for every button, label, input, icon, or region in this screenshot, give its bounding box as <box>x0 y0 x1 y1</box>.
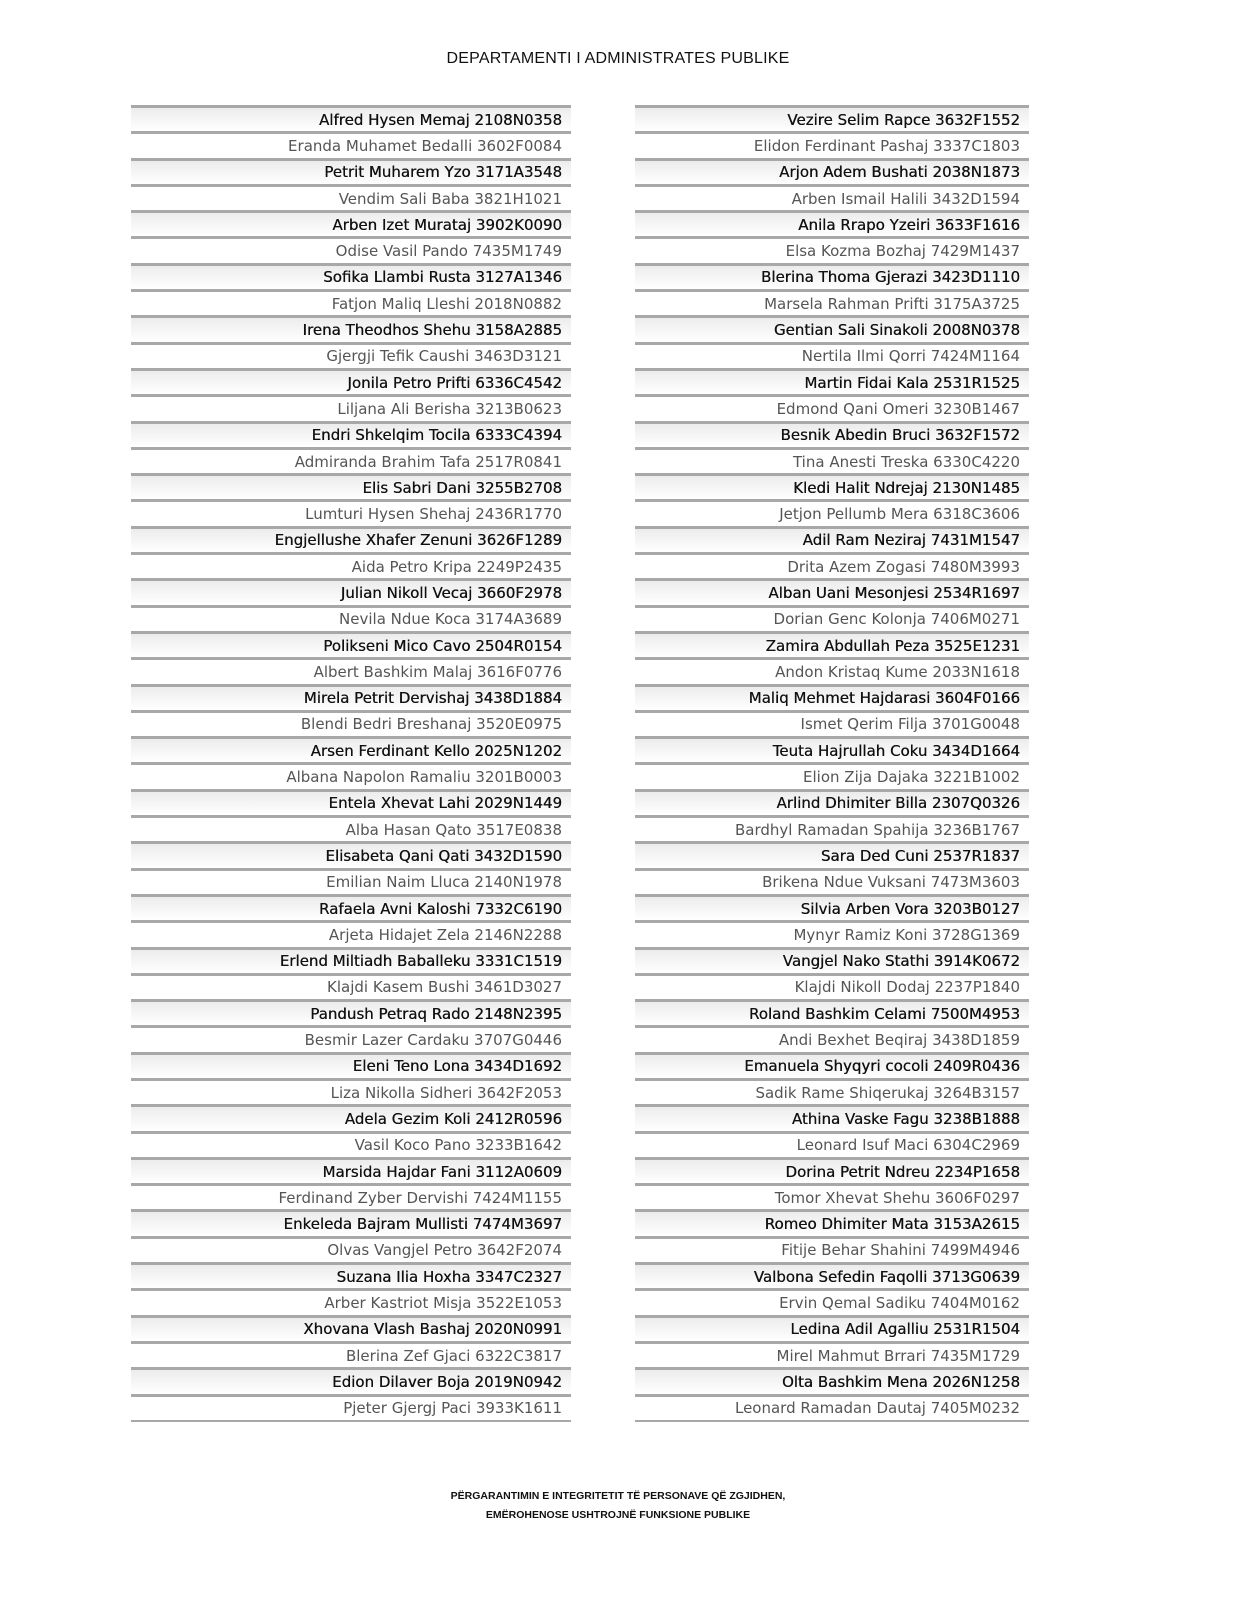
footer-line-2: EMËROHENOSE USHTROJNË FUNKSIONE PUBLIKE <box>485 1509 751 1521</box>
left-list-row <box>131 1236 571 1262</box>
person-entry: Suzana Ilia Hoxha 3347C2327 <box>336 1267 562 1286</box>
person-entry: Alfred Hysen Memaj 2108N0358 <box>318 110 562 129</box>
person-entry: Alban Uani Mesonjesi 2534R1697 <box>768 583 1020 602</box>
person-entry: Valbona Sefedin Faqolli 3713G0639 <box>753 1267 1020 1286</box>
right-list-row <box>635 578 1029 604</box>
left-list-bottom-rule <box>131 1420 571 1422</box>
person-entry: Leonard Isuf Maci 6304C2969 <box>796 1136 1020 1155</box>
person-entry: Albana Napolon Ramaliu 3201B0003 <box>286 768 562 787</box>
person-entry: Arjeta Hidajet Zela 2146N2288 <box>328 925 562 944</box>
person-entry: Liljana Ali Berisha 3213B0623 <box>337 399 562 418</box>
person-entry: Drita Azem Zogasi 7480M3993 <box>787 557 1020 576</box>
left-list-row <box>131 973 571 999</box>
person-entry: Mirela Petrit Dervishaj 3438D1884 <box>303 689 562 708</box>
right-list-row <box>635 184 1029 210</box>
person-entry: Vasil Koco Pano 3233B1642 <box>354 1136 562 1155</box>
right-list-row <box>635 631 1029 657</box>
right-list-row <box>635 605 1029 631</box>
right-list-row <box>635 1078 1029 1104</box>
person-entry: Sofika Llambi Rusta 3127A1346 <box>323 268 562 287</box>
person-entry: Nertila Ilmi Qorri 7424M1164 <box>801 347 1020 366</box>
person-entry: Xhovana Vlash Bashaj 2020N0991 <box>303 1320 562 1339</box>
person-entry: Elion Zija Dajaka 3221B1002 <box>803 768 1020 787</box>
person-entry: Irena Theodhos Shehu 3158A2885 <box>302 321 562 340</box>
left-list-row <box>131 499 571 525</box>
person-entry: Arlind Dhimiter Billa 2307Q0326 <box>776 794 1020 813</box>
person-entry: Romeo Dhimiter Mata 3153A2615 <box>764 1215 1020 1234</box>
left-list-row <box>131 947 571 973</box>
person-entry: Polikseni Mico Cavo 2504R0154 <box>323 636 562 655</box>
person-entry: Petrit Muharem Yzo 3171A3548 <box>324 163 562 182</box>
right-list-row <box>635 1367 1029 1393</box>
person-entry: Emilian Naim Lluca 2140N1978 <box>326 873 562 892</box>
right-list-row <box>635 1262 1029 1288</box>
left-list-row <box>131 631 571 657</box>
left-list-row <box>131 1131 571 1157</box>
left-list-row <box>131 236 571 262</box>
right-list-row <box>635 1157 1029 1183</box>
person-entry: Ledina Adil Agalliu 2531R1504 <box>790 1320 1020 1339</box>
person-entry: Adela Gezim Koli 2412R0596 <box>344 1109 562 1128</box>
right-list-row <box>635 736 1029 762</box>
person-entry: Eleni Teno Lona 3434D1692 <box>352 1057 562 1076</box>
person-entry: Arben Izet Murataj 3902K0090 <box>332 215 562 234</box>
left-list-row <box>131 263 571 289</box>
right-list-row <box>635 1236 1029 1262</box>
left-list-row <box>131 1025 571 1051</box>
left-list-row <box>131 210 571 236</box>
right-list-row <box>635 1288 1029 1314</box>
person-entry: Athina Vaske Fagu 3238B1888 <box>791 1109 1020 1128</box>
left-list-row <box>131 342 571 368</box>
left-list-row <box>131 578 571 604</box>
left-list-row <box>131 684 571 710</box>
person-entry: Gentian Sali Sinakoli 2008N0378 <box>773 321 1020 340</box>
left-list-row <box>131 394 571 420</box>
left-list-row <box>131 710 571 736</box>
person-entry: Maliq Mehmet Hajdarasi 3604F0166 <box>748 689 1020 708</box>
person-entry: Klajdi Nikoll Dodaj 2237P1840 <box>794 978 1020 997</box>
left-list-row <box>131 105 571 131</box>
right-list-row <box>635 1183 1029 1209</box>
person-entry: Gjergji Tefik Caushi 3463D3121 <box>326 347 562 366</box>
left-list-row <box>131 736 571 762</box>
person-entry: Mynyr Ramiz Koni 3728G1369 <box>793 925 1020 944</box>
person-entry: Sadik Rame Shiqerukaj 3264B3157 <box>755 1083 1020 1102</box>
page-title: DEPARTAMENTI I ADMINISTRATES PUBLIKE <box>446 50 790 67</box>
person-entry: Lumturi Hysen Shehaj 2436R1770 <box>305 505 562 524</box>
person-entry: Elis Sabri Dani 3255B2708 <box>362 478 562 497</box>
footer-line-1: PËRGARANTIMIN E INTEGRITETIT TË PERSONAVE QË ZGJIDHEN, <box>450 1490 786 1502</box>
right-list-row <box>635 973 1029 999</box>
right-list-row <box>635 236 1029 262</box>
person-entry: Engjellushe Xhafer Zenuni 3626F1289 <box>274 531 562 550</box>
left-list-row <box>131 526 571 552</box>
person-entry: Fatjon Maliq Lleshi 2018N0882 <box>331 294 562 313</box>
left-list-row <box>131 184 571 210</box>
right-list-row <box>635 342 1029 368</box>
person-entry: Blendi Bedri Breshanaj 3520E0975 <box>300 715 562 734</box>
right-list-row <box>635 894 1029 920</box>
left-list-row <box>131 999 571 1025</box>
left-list-row <box>131 841 571 867</box>
left-list-row <box>131 894 571 920</box>
left-list-row <box>131 789 571 815</box>
person-entry: Liza Nikolla Sidheri 3642F2053 <box>330 1083 562 1102</box>
left-list-row <box>131 289 571 315</box>
right-list-row <box>635 1209 1029 1235</box>
person-entry: Blerina Zef Gjaci 6322C3817 <box>345 1346 562 1365</box>
person-entry: Emanuela Shyqyri cocoli 2409R0436 <box>744 1057 1020 1076</box>
right-list-row <box>635 815 1029 841</box>
left-list-row <box>131 552 571 578</box>
left-list-row <box>131 868 571 894</box>
person-entry: Elsa Kozma Bozhaj 7429M1437 <box>785 242 1020 261</box>
person-entry: Vezire Selim Rapce 3632F1552 <box>787 110 1020 129</box>
person-entry: Blerina Thoma Gjerazi 3423D1110 <box>761 268 1020 287</box>
person-entry: Arsen Ferdinant Kello 2025N1202 <box>310 741 562 760</box>
right-list-row <box>635 710 1029 736</box>
right-list-row <box>635 1131 1029 1157</box>
person-entry: Dorian Genc Kolonja 7406M0271 <box>773 610 1020 629</box>
person-entry: Ervin Qemal Sadiku 7404M0162 <box>779 1294 1020 1312</box>
person-entry: Tina Anesti Treska 6330C4220 <box>792 452 1020 471</box>
person-entry: Edion Dilaver Boja 2019N0942 <box>332 1372 562 1391</box>
right-list-row <box>635 762 1029 788</box>
person-entry: Pjeter Gjergj Paci 3933K1611 <box>343 1399 562 1418</box>
left-list-row <box>131 605 571 631</box>
right-list-row <box>635 1052 1029 1078</box>
right-list-row <box>635 868 1029 894</box>
right-list-row <box>635 1394 1029 1420</box>
person-entry: Kledi Halit Ndrejaj 2130N1485 <box>793 478 1020 497</box>
right-list-row <box>635 552 1029 578</box>
right-list-row <box>635 105 1029 131</box>
right-list-row <box>635 368 1029 394</box>
right-list-row <box>635 684 1029 710</box>
right-list-row <box>635 947 1029 973</box>
person-entry: Teuta Hajrullah Coku 3434D1664 <box>772 741 1020 760</box>
left-list-row <box>131 315 571 341</box>
person-entry: Andon Kristaq Kume 2033N1618 <box>775 662 1020 681</box>
left-list-row <box>131 421 571 447</box>
left-list-row <box>131 1341 571 1367</box>
left-list-row <box>131 815 571 841</box>
person-entry: Tomor Xhevat Shehu 3606F0297 <box>774 1188 1020 1207</box>
right-list-row <box>635 1341 1029 1367</box>
right-list-row <box>635 289 1029 315</box>
left-list-row <box>131 131 571 157</box>
left-list-row <box>131 1209 571 1235</box>
left-list-row <box>131 762 571 788</box>
right-list-row <box>635 657 1029 683</box>
right-list-row <box>635 131 1029 157</box>
right-list-row <box>635 1315 1029 1341</box>
right-list-row <box>635 210 1029 236</box>
person-entry: Marsela Rahman Prifti 3175A3725 <box>764 294 1020 313</box>
person-entry: Besnik Abedin Bruci 3632F1572 <box>780 426 1020 445</box>
footer <box>0 1487 1236 1525</box>
left-list-row <box>131 1262 571 1288</box>
left-list-row <box>131 1315 571 1341</box>
person-entry: Arben Ismail Halili 3432D1594 <box>791 189 1020 208</box>
left-list-row <box>131 1288 571 1314</box>
person-entry: Elidon Ferdinant Pashaj 3337C1803 <box>753 136 1020 155</box>
person-entry: Andi Bexhet Beqiraj 3438D1859 <box>778 1031 1020 1050</box>
person-entry: Endri Shkelqim Tocila 6333C4394 <box>311 426 562 445</box>
person-entry: Julian Nikoll Vecaj 3660F2978 <box>340 583 562 602</box>
person-entry: Ismet Qerim Filja 3701G0048 <box>800 715 1020 734</box>
left-name-list <box>131 105 571 1422</box>
left-list-row <box>131 1104 571 1130</box>
person-entry: Bardhyl Ramadan Spahija 3236B1767 <box>735 820 1020 839</box>
right-list-row <box>635 158 1029 184</box>
person-entry: Anila Rrapo Yzeiri 3633F1616 <box>798 215 1020 234</box>
left-list-row <box>131 657 571 683</box>
person-entry: Alba Hasan Qato 3517E0838 <box>345 820 562 839</box>
left-list-row <box>131 368 571 394</box>
person-entry: Vendim Sali Baba 3821H1021 <box>338 189 562 208</box>
person-entry: Besmir Lazer Cardaku 3707G0446 <box>304 1031 562 1050</box>
left-list-row <box>131 920 571 946</box>
left-list-row <box>131 1367 571 1393</box>
right-list-row <box>635 1104 1029 1130</box>
right-list-row <box>635 1025 1029 1051</box>
person-entry: Vangjel Nako Stathi 3914K0672 <box>782 952 1020 971</box>
person-entry: Arber Kastriot Misja 3522E1053 <box>324 1294 562 1312</box>
person-entry: Elisabeta Qani Qati 3432D1590 <box>325 846 562 865</box>
person-entry: Brikena Ndue Vuksani 7473M3603 <box>762 873 1020 892</box>
person-entry: Silvia Arben Vora 3203B0127 <box>800 899 1020 918</box>
person-entry: Edmond Qani Omeri 3230B1467 <box>776 399 1020 418</box>
person-entry: Odise Vasil Pando 7435M1749 <box>335 242 562 261</box>
right-list-row <box>635 499 1029 525</box>
right-list-row <box>635 263 1029 289</box>
person-entry: Erlend Miltiadh Baballeku 3331C1519 <box>279 952 562 971</box>
right-list-row <box>635 421 1029 447</box>
person-entry: Ferdinand Zyber Dervishi 7424M1155 <box>278 1188 562 1207</box>
person-entry: Entela Xhevat Lahi 2029N1449 <box>328 794 562 813</box>
person-entry: Fitije Behar Shahini 7499M4946 <box>781 1241 1020 1260</box>
person-entry: Mirel Mahmut Brrari 7435M1729 <box>776 1346 1020 1365</box>
right-list-row <box>635 526 1029 552</box>
person-entry: Olvas Vangjel Petro 3642F2074 <box>327 1241 562 1260</box>
person-entry: Leonard Ramadan Dautaj 7405M0232 <box>734 1399 1020 1418</box>
person-entry: Jonila Petro Prifti 6336C4542 <box>347 373 562 392</box>
person-entry: Aida Petro Kripa 2249P2435 <box>351 557 562 576</box>
person-entry: Jetjon Pellumb Mera 6318C3606 <box>779 505 1020 524</box>
person-entry: Rafaela Avni Kaloshi 7332C6190 <box>318 899 562 918</box>
right-list-row <box>635 841 1029 867</box>
right-name-list <box>635 105 1029 1422</box>
person-entry: Marsida Hajdar Fani 3112A0609 <box>322 1162 562 1181</box>
person-entry: Adil Ram Neziraj 7431M1547 <box>802 531 1020 550</box>
left-list-row <box>131 1183 571 1209</box>
left-list-row <box>131 473 571 499</box>
right-list-row <box>635 999 1029 1025</box>
person-entry: Arjon Adem Bushati 2038N1873 <box>779 163 1020 182</box>
person-entry: Admiranda Brahim Tafa 2517R0841 <box>294 452 562 471</box>
right-list-row <box>635 394 1029 420</box>
left-list-row <box>131 1394 571 1420</box>
person-entry: Eranda Muhamet Bedalli 3602F0084 <box>288 136 562 155</box>
left-list-row <box>131 158 571 184</box>
left-list-row <box>131 1157 571 1183</box>
person-entry: Nevila Ndue Koca 3174A3689 <box>339 610 562 629</box>
right-list-row <box>635 315 1029 341</box>
person-entry: Dorina Petrit Ndreu 2234P1658 <box>785 1162 1020 1181</box>
right-list-bottom-rule <box>635 1420 1029 1422</box>
right-list-row <box>635 473 1029 499</box>
person-entry: Albert Bashkim Malaj 3616F0776 <box>313 662 562 681</box>
person-entry: Sara Ded Cuni 2537R1837 <box>820 846 1020 865</box>
right-list-row <box>635 789 1029 815</box>
right-list-row <box>635 447 1029 473</box>
person-entry: Zamira Abdullah Peza 3525E1231 <box>765 636 1020 655</box>
left-list-row <box>131 1052 571 1078</box>
person-entry: Klajdi Kasem Bushi 3461D3027 <box>327 978 562 997</box>
person-entry: Olta Bashkim Mena 2026N1258 <box>781 1372 1020 1391</box>
left-list-row <box>131 1078 571 1104</box>
person-entry: Martin Fidai Kala 2531R1525 <box>804 373 1020 392</box>
left-list-row <box>131 447 571 473</box>
right-list-row <box>635 920 1029 946</box>
person-entry: Pandush Petraq Rado 2148N2395 <box>310 1004 562 1023</box>
person-entry: Roland Bashkim Celami 7500M4953 <box>748 1004 1020 1023</box>
person-entry: Enkeleda Bajram Mullisti 7474M3697 <box>283 1215 562 1234</box>
